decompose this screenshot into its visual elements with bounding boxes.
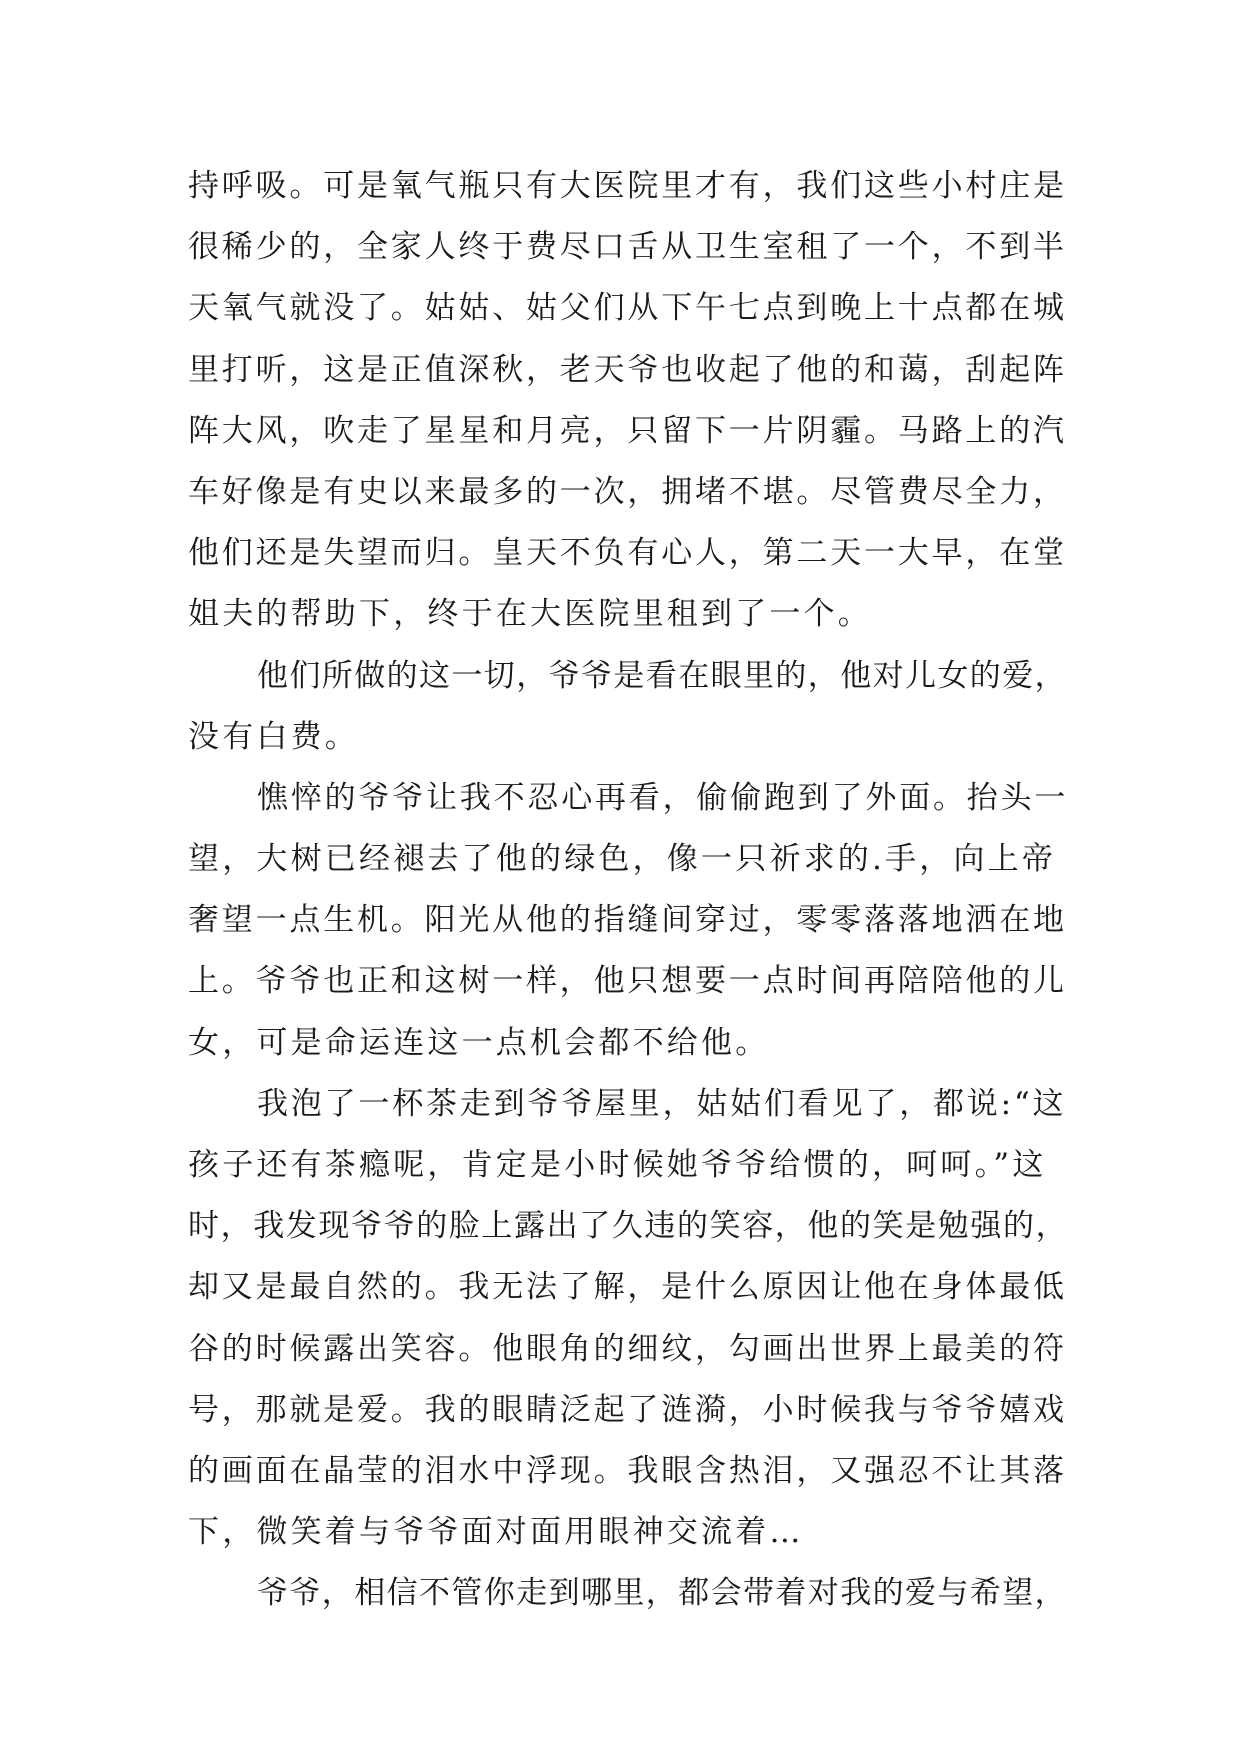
text-line: 却又是最自然的。我无法了解，是什么原因让他在身体最低 — [188, 1269, 1067, 1306]
text-line: 天氧气就没了。姑姑、姑父们从下午七点到晚上十点都在城 — [188, 290, 1067, 327]
text-line: 号，那就是爱。我的眼睛泛起了涟漪，小时候我与爷爷嬉戏 — [188, 1391, 1067, 1428]
text-line: 憔悴的爷爷让我不忍心再看，偷偷跑到了外面。抬头一 — [257, 779, 1069, 816]
body-text — [188, 156, 1068, 1625]
text-line: 车好像是有史以来最多的一次，拥堵不堪。尽管费尽全力， — [188, 473, 1067, 510]
text-line: 谷的时候露出笑容。他眼角的细纹，勾画出世界上最美的符 — [188, 1330, 1067, 1367]
text-line: 很稀少的，全家人终于费尽口舌从卫生室租了一个，不到半 — [188, 229, 1067, 266]
text-line: 姐夫的帮助下，终于在大医院里租到了一个。 — [188, 596, 872, 633]
text-line: 阵大风，吹走了星星和月亮，只留下一片阴霾。马路上的汽 — [188, 412, 1067, 449]
text-line: 他们所做的这一切，爷爷是看在眼里的，他对儿女的爱， — [257, 657, 1067, 694]
text-line: 持呼吸。可是氧气瓶只有大医院里才有，我们这些小村庄是 — [188, 168, 1067, 204]
text-line: 奢望一点生机。阳光从他的指缝间穿过，零零落落地洒在地 — [188, 902, 1067, 939]
text-line: 时，我发现爷爷的脸上露出了久违的笑容，他的笑是勉强的， — [188, 1208, 1069, 1245]
text-line: 我泡了一杯茶走到爷爷屋里，姑姑们看见了，都说:“这 — [257, 1085, 1067, 1122]
text-line: 爷爷，相信不管你走到哪里，都会带着对我的爱与希望， — [257, 1575, 1067, 1612]
text-line: 女，可是命运连这一点机会都不给他。 — [188, 1024, 770, 1061]
text-line: 的画面在晶莹的泪水中浮现。我眼含热泪，又强忍不让其落 — [188, 1452, 1067, 1489]
text-line: 没有白费。 — [188, 718, 359, 755]
text-line: 望，大树已经褪去了他的绿色，像一只祈求的.手，向上帝 — [188, 841, 1057, 878]
text-line: 上。爷爷也正和这树一样，他只想要一点时间再陪陪他的儿 — [188, 963, 1067, 1000]
text-line: 里打听，这是正值深秋，老天爷也收起了他的和蔼，刮起阵 — [188, 351, 1067, 388]
text-line: 下，微笑着与爷爷面对面用眼神交流着… — [188, 1514, 804, 1551]
text-line: 孩子还有茶瘾呢，肯定是小时候她爷爷给惯的，呵呵。”这 — [188, 1147, 1047, 1183]
text-line: 他们还是失望而归。皇天不负有心人，第二天一大早，在堂 — [188, 535, 1067, 572]
